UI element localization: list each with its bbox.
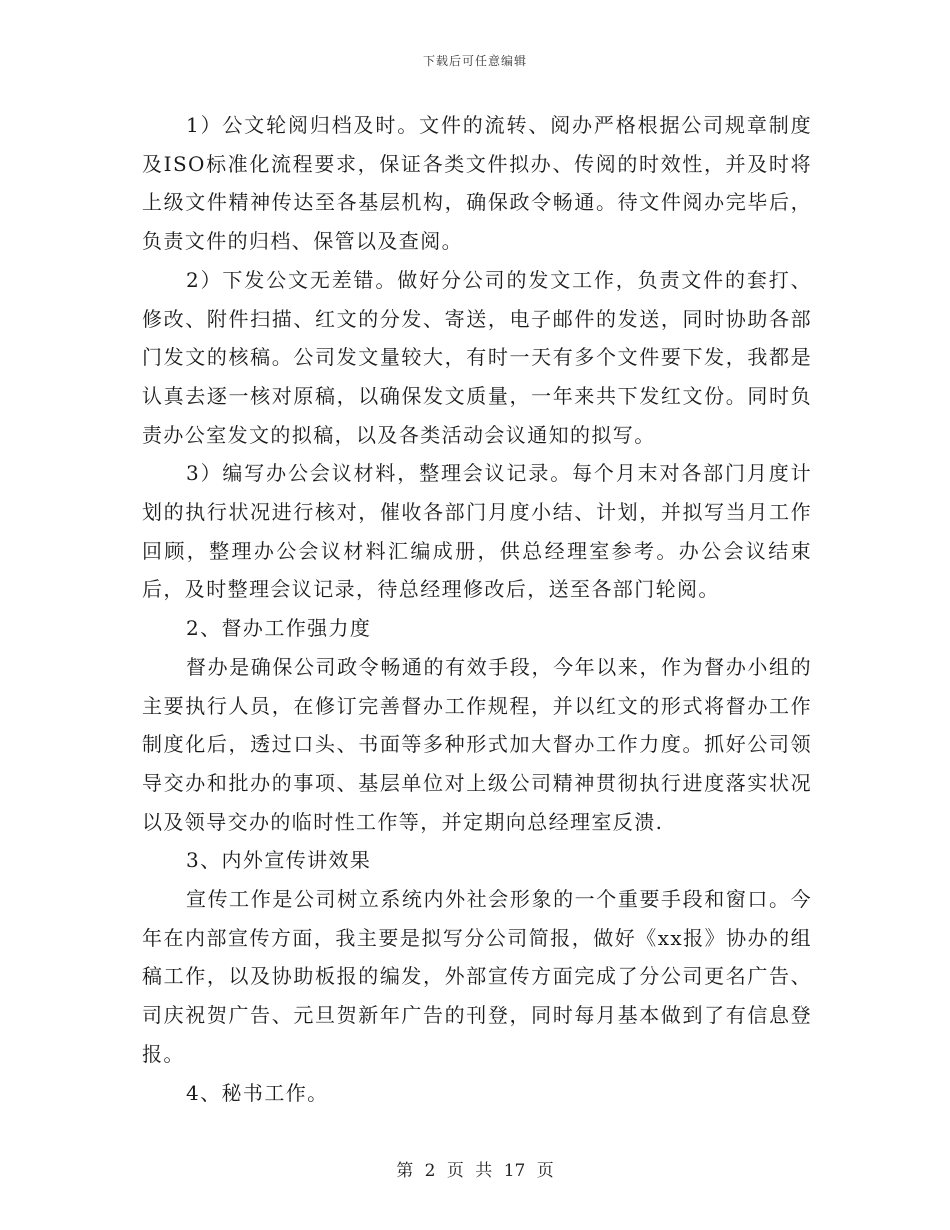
document-body xyxy=(142,106,812,1112)
paragraph-2: 2）下发公文无差错。做好分公司的发文工作，负责文件的套打、修改、附件扫描、红文的分发、寄送，电子邮件的发送，同时协助各部门发文的核稿。公司发文量较大，有时一天有多个文件要下发，我都是认真去逐一核对原稿，以确保发文质量，一年来共下发红文份。同时负责办公室发文的拟稿，以及各类活动会议通知的拟写。 xyxy=(142,267,812,447)
page-footer: 第 2 页 共 17 页 xyxy=(396,1161,554,1181)
section-heading-3: 3、内外宣传讲效果 xyxy=(186,848,372,873)
paragraph-3: 3）编写办公会议材料，整理会议记录。每个月末对各部门月度计划的执行状况进行核对，催收各部门月度小结、计划，并拟写当月工作回顾，整理办公会议材料汇编成册，供总经理室参考。办公会议结束后，及时整理会议记录，待总经理修改后，送至各部门轮阅。 xyxy=(142,461,812,602)
paragraph-1: 1）公文轮阅归档及时。文件的流转、阅办严格根据公司规章制度及ISO标准化流程要求，保证各类文件拟办、传阅的时效性，并及时将上级文件精神传达至各基层机构，确保政令畅通。待文件阅办完毕后，负责文件的归档、保管以及查阅。 xyxy=(142,113,812,254)
section-heading-4: 4、秘书工作。 xyxy=(186,1080,329,1105)
section-heading-2: 2、督办工作强力度 xyxy=(186,616,372,641)
paragraph-4: 督办是确保公司政令畅通的有效手段，今年以来，作为督办小组的主要执行人员，在修订完善督办工作规程，并以红文的形式将督办工作制度化后，透过口头、书面等多种形式加大督办工作力度。抓好公司领导交办和批办的事项、基层单位对上级公司精神贯彻执行进度落实状况以及领导交办的临时性工作等，并定期向总经理室反溃. xyxy=(142,654,812,834)
paragraph-5: 宣传工作是公司树立系统内外社会形象的一个重要手段和窗口。今年在内部宣传方面，我主要是拟写分公司简报，做好《xx报》协办的组稿工作，以及协助板报的编发，外部宣传方面完成了分公司更名广告、司庆祝贺广告、元旦贺新年广告的刊登，同时每月基本做到了有信息登报。 xyxy=(142,887,812,1066)
page-header: 下载后可任意编辑 xyxy=(422,54,527,68)
